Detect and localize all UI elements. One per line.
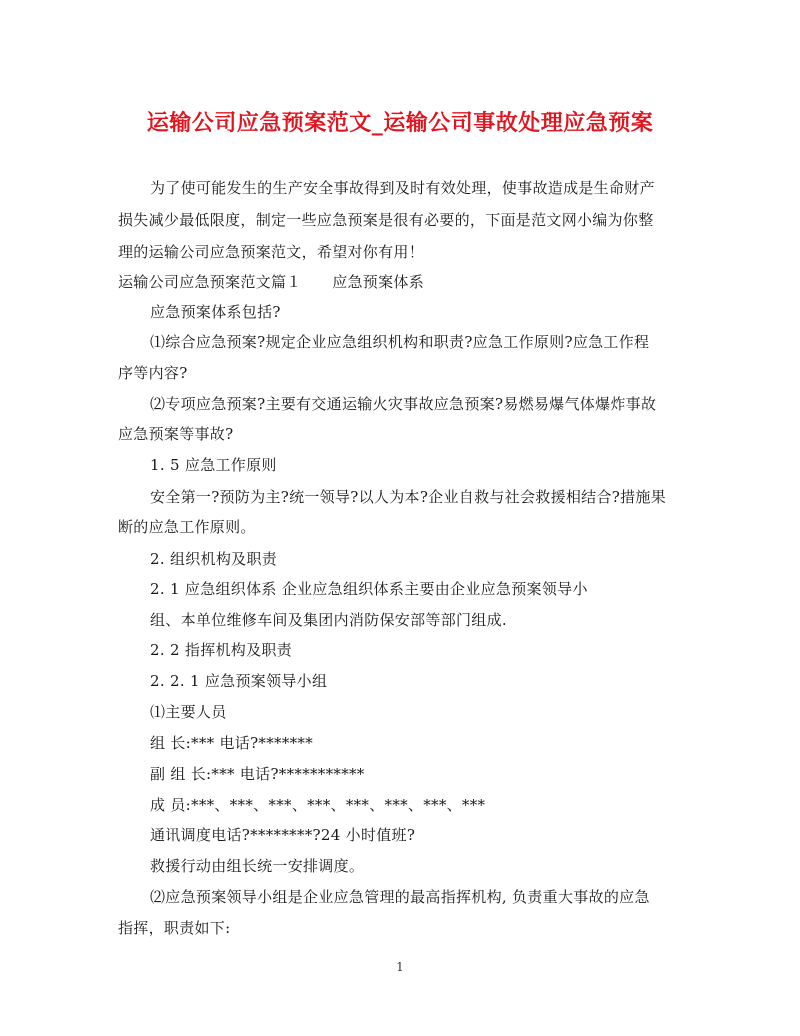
paragraph-line: ⑴主要人员: [150, 703, 227, 721]
paragraph-line: 损失减少最低限度，制定一些应急预案是很有必要的，下面是范文网小编为你整: [118, 211, 654, 229]
paragraph-line: 通讯调度电话?********?24 小时值班?: [150, 826, 416, 844]
paragraph-line: 成 员:***、***、***、***、***、***、***、***: [150, 796, 486, 814]
paragraph-line: 为了使可能发生的生产安全事故得到及时有效处理，使事故造成是生命财产: [150, 179, 655, 197]
paragraph-line: 指挥，职责如下:: [118, 919, 231, 937]
paragraph-line: 断的应急工作原则。: [118, 518, 256, 536]
paragraph-line: 组、本单位维修车间及集团内消防保安部等部门组成.: [150, 611, 507, 629]
section-heading: 2. 2. 1 应急预案领导小组: [150, 672, 328, 690]
paragraph-line: 理的运输公司应急预案范文，希望对你有用！: [118, 243, 425, 261]
section-heading: 2. 2 指挥机构及职责: [150, 641, 292, 659]
paragraph-line: 救援行动由组长统一安排调度。: [150, 857, 365, 875]
paragraph-line: ⑴综合应急预案?规定企业应急组织机构和职责?应急工作原则?应急工作程: [150, 333, 650, 351]
paragraph-line: 应急预案体系包括?: [150, 303, 281, 321]
section-heading: 2. 组织机构及职责: [150, 550, 278, 568]
paragraph-line: ⑵专项应急预案?主要有交通运输火灾事故应急预案?易燃易爆气体爆炸事故: [150, 395, 657, 413]
document-title: 运输公司应急预案范文_运输公司事故处理应急预案: [146, 110, 654, 136]
paragraph-line: ⑵应急预案领导小组是企业应急管理的最高指挥机构, 负责重大事故的应急: [150, 888, 650, 906]
section-heading: 1. 5 应急工作原则: [150, 456, 277, 474]
paragraph-line: 序等内容?: [118, 364, 188, 382]
paragraph-line: 应急预案等事故?: [118, 425, 234, 443]
paragraph-line: 副 组 长:*** 电话?***********: [150, 765, 365, 783]
paragraph-line: 组 长:*** 电话?*******: [150, 734, 314, 752]
paragraph-line: 2. 1 应急组织体系 企业应急组织体系主要由企业应急预案领导小: [150, 580, 588, 598]
paragraph-line: 安全第一?预防为主?统一领导?以人为本?企业自救与社会救援相结合?措施果: [150, 488, 667, 506]
section-heading: 运输公司应急预案范文篇１ 应急预案体系: [118, 273, 425, 291]
page-number: 1: [396, 960, 404, 974]
